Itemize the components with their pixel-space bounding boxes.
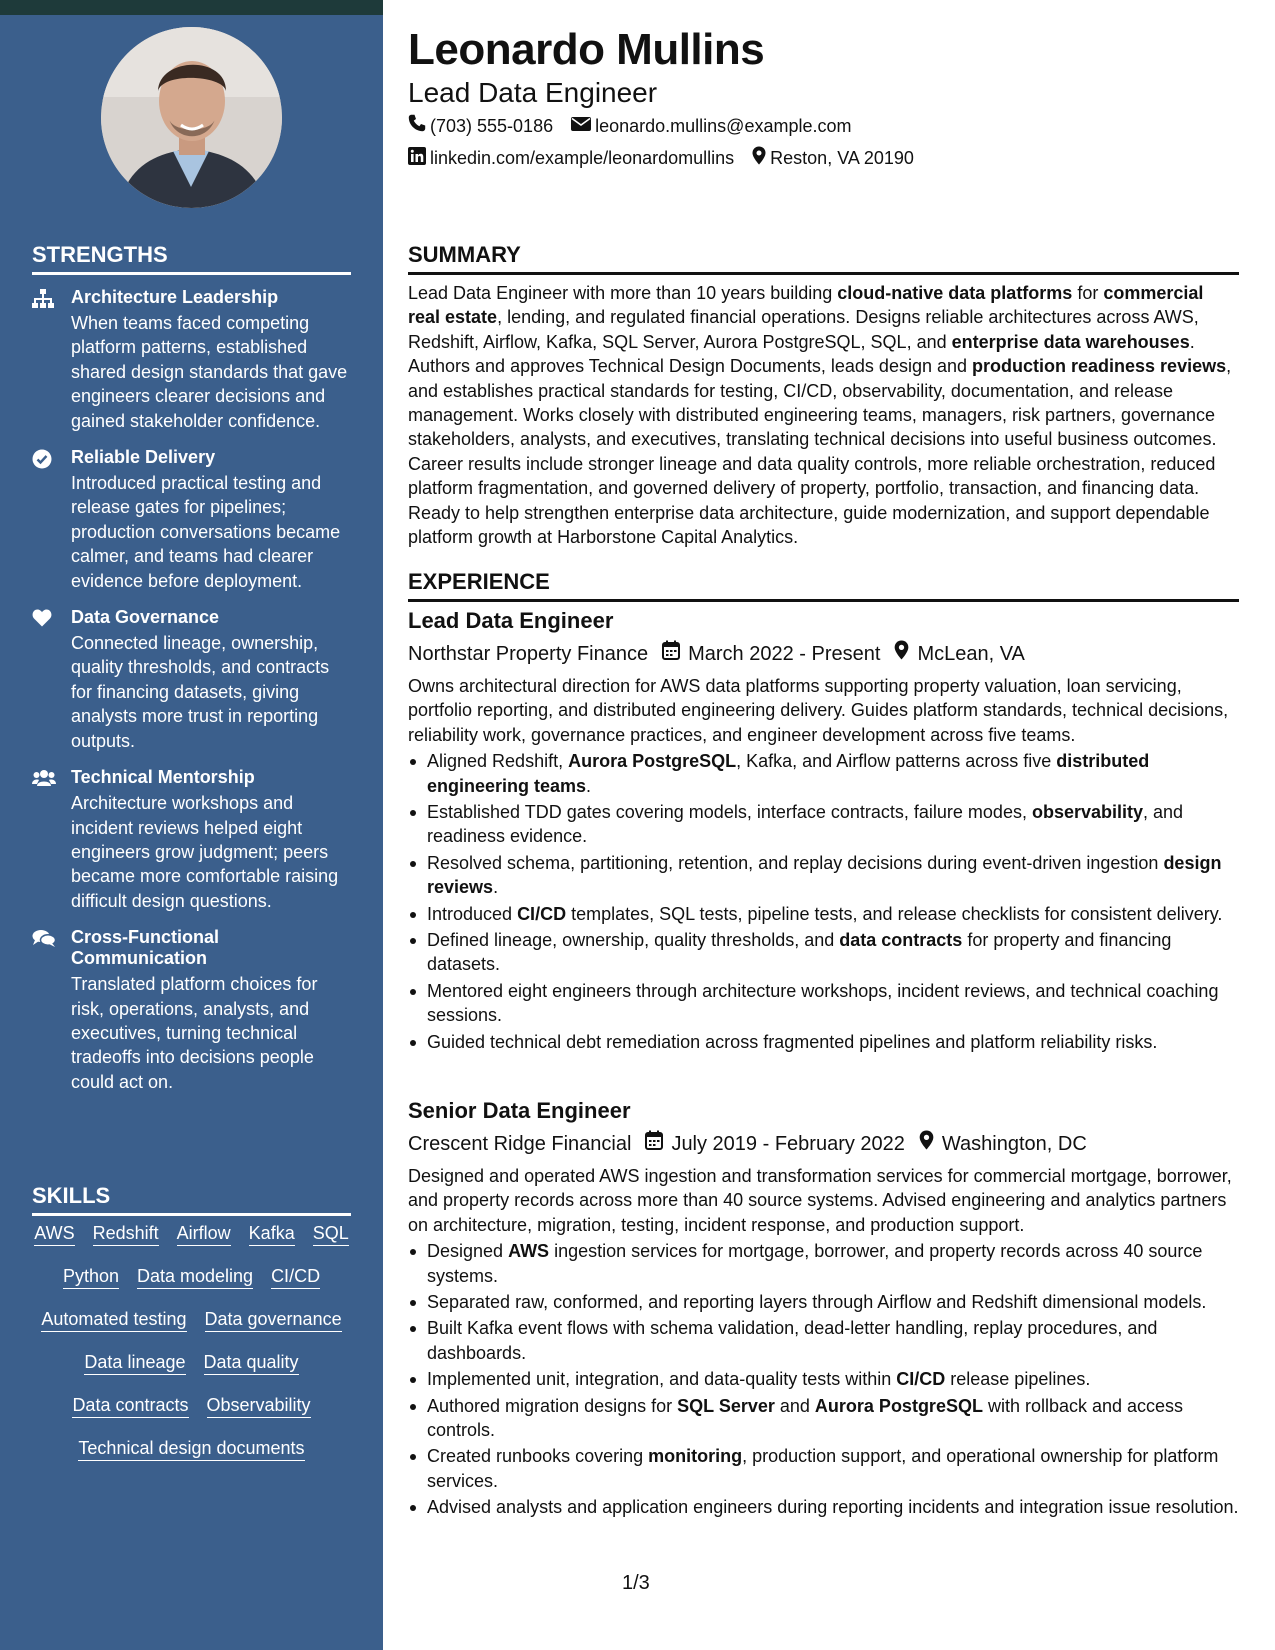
skill-tag: Data modeling [137, 1265, 253, 1289]
strengths-list [32, 287, 352, 1108]
text-run: . [493, 877, 499, 898]
map-marker-icon [752, 146, 770, 170]
job-bullets [408, 749, 1239, 1054]
skill-tag: Observability [207, 1394, 311, 1418]
strength-title: Cross-Functional Communication [71, 927, 220, 969]
bold-text: distributed engineering teams [427, 751, 1150, 796]
contact-linkedin [408, 147, 734, 170]
job-entry [408, 607, 1239, 1056]
skill-tag: Automated testing [41, 1308, 186, 1332]
skill-tag: SQL [313, 1222, 349, 1246]
text-run: Implemented unit, integration, and data-quality tests within [427, 1369, 897, 1390]
job-bullet [408, 902, 1239, 926]
strength-text: When teams faced competing platform patterns, established shared design standards that gave engineers clearer decisions and gained stakeholder confidence. [71, 313, 348, 431]
bold-text: AWS [508, 1241, 550, 1262]
sidebar [0, 0, 383, 1650]
summary-text [408, 281, 1239, 549]
job-location: Washington, DC [941, 1132, 1087, 1155]
skill-tag: AWS [34, 1222, 74, 1246]
skill-tag: Redshift [93, 1222, 159, 1246]
job-role: Senior Data Engineer [408, 1098, 631, 1123]
job-description: Designed and operated AWS ingestion and transformation services for commercial mortgage, borrower, and property records across more than 40 source systems. Advised engineering and analytics partners on architecture, migration, testing, incident response, and production support. [408, 1166, 1232, 1235]
strength-text: Connected lineage, ownership, quality thresholds, and contracts for financing datasets, giving analysts more trust in reporting outputs. [71, 633, 330, 751]
text-run: , and readiness evidence. [427, 802, 1184, 847]
text-run: Mentored eight engineers through architecture workshops, incident reviews, and technical coaching sessions. [427, 980, 1219, 1026]
job-meta [408, 1130, 1239, 1157]
sitemap-icon [32, 287, 71, 433]
phone-icon [408, 114, 430, 137]
page-number: 1/3 [622, 1572, 650, 1594]
bold-text: Aurora PostgreSQL [814, 1395, 983, 1416]
heart-icon [32, 607, 71, 753]
strength-item [32, 287, 352, 433]
bold-text: CI/CD [517, 903, 567, 924]
strength-title: Technical Mentorship [71, 767, 255, 788]
job-bullet [408, 1239, 1239, 1288]
text-run: . [586, 775, 592, 796]
text-run: Separated raw, conformed, and reporting layers through Airflow and Redshift dimensional models. [427, 1292, 1207, 1313]
candidate-name: Leonardo Mullins [408, 25, 765, 74]
skill-tag: Data quality [204, 1351, 299, 1375]
text-run: , and establishes practical standards for testing, CI/CD, observability, documentation, and release management. Works closely with distributed engineering teams, managers, risk partners, governance stakeholders, analysts, and executives, translating technical decisions into useful business outcomes. Career results include stronger lineage and data quality controls, more reliable orchestration, reduced platform fragmentation, and governed delivery of property, portfolio, transaction, and financing data. Ready to help strengthen enterprise data architecture, guide modernization, and support dependable platform growth at Harborstone Capital Analytics. [408, 356, 1232, 548]
bold-text: SQL Server [677, 1395, 775, 1416]
skill-tag: Data lineage [84, 1351, 185, 1375]
strength-title: Reliable Delivery [71, 447, 216, 468]
job-location: McLean, VA [917, 642, 1025, 665]
job-bullet [408, 1316, 1239, 1365]
job-bullet [408, 928, 1239, 977]
skills-title: SKILLS [32, 1184, 351, 1216]
job-meta [408, 640, 1239, 667]
bold-text: Aurora PostgreSQL [568, 751, 737, 772]
skill-tag: CI/CD [271, 1265, 320, 1289]
text-run: release pipelines. [945, 1369, 1091, 1390]
job-description: Owns architectural direction for AWS data platforms supporting property valuation, loan servicing, portfolio reporting, and distributed engineering delivery. Guides platform standards, technical decisions, reliability work, governance practices, and engineer development across five teams. [408, 676, 1229, 745]
location-text: Reston, VA 20190 [770, 148, 914, 168]
skill-tag: Airflow [177, 1222, 231, 1246]
text-run: and [774, 1395, 815, 1416]
text-run: , production support, and operational ownership for platform services. [427, 1446, 1219, 1491]
calendar-icon [645, 1130, 671, 1157]
sidebar-top-bar [0, 0, 383, 15]
text-run: Lead Data Engineer with more than 10 years building [408, 283, 838, 303]
skill-tag: Kafka [249, 1222, 295, 1246]
bold-text: enterprise data warehouses [951, 331, 1190, 352]
skill-tag: Technical design documents [78, 1437, 304, 1461]
text-run: for property and financing datasets. [427, 930, 1172, 975]
avatar [101, 27, 282, 208]
text-run: Built Kafka event flows with schema validation, dead-letter handling, replay procedures, and dashboards. [427, 1318, 1158, 1363]
candidate-title: Lead Data Engineer [408, 77, 658, 108]
job-bullets [408, 1239, 1239, 1519]
bold-text: cloud-native data platforms [837, 283, 1073, 303]
linkedin-link[interactable]: linkedin.com/example/leonardomullins [430, 148, 735, 168]
job-bullet [408, 851, 1239, 900]
text-run: Established TDD gates covering models, interface contracts, failure modes, [427, 802, 1032, 823]
job-bullet [408, 800, 1239, 849]
text-run: . Authors and approves Technical Design Documents, leads design and [408, 331, 1195, 377]
job-dates: March 2022 - Present [688, 642, 881, 665]
job-bullet [408, 1495, 1239, 1519]
strength-item [32, 927, 352, 1094]
strength-item [32, 607, 352, 753]
contact-row [408, 114, 869, 137]
users-icon [32, 767, 71, 913]
job-bullet [408, 1290, 1239, 1314]
summary-title: SUMMARY [408, 243, 1239, 275]
strength-text: Architecture workshops and incident reviews helped eight engineers grow judgment; peers became more comfortable raising difficult design questions. [71, 793, 339, 911]
text-run: for [1072, 283, 1104, 303]
text-run: Created runbooks covering [427, 1446, 649, 1467]
company-name: Crescent Ridge Financial [408, 1132, 632, 1155]
comments-icon [32, 927, 71, 1094]
job-dates: July 2019 - February 2022 [671, 1132, 905, 1155]
bold-text: observability [1031, 802, 1143, 823]
text-run: , lending, and regulated financial operations. Designs reliable architectures across AWS, Redshift, Airflow, Kafka, SQL Server, Aurora PostgreSQL, SQL, and [408, 307, 1199, 352]
strength-item [32, 447, 352, 593]
strength-item [32, 767, 352, 913]
skill-tag: Python [63, 1265, 119, 1289]
contact-row [408, 146, 932, 170]
company-name: Northstar Property Finance [408, 642, 649, 665]
text-run: Aligned Redshift, [427, 751, 569, 772]
skill-tag: Data governance [205, 1308, 342, 1332]
strength-title: Data Governance [71, 607, 220, 628]
bold-text: monitoring [648, 1446, 743, 1467]
map-marker-icon [894, 640, 917, 667]
skill-tag: Data contracts [72, 1394, 188, 1418]
email-link[interactable]: leonardo.mullins@example.com [595, 115, 852, 136]
bold-text: commercial real estate [408, 283, 1204, 328]
text-run: Designed [427, 1241, 509, 1262]
text-run: with rollback and access controls. [427, 1395, 1184, 1441]
bold-text: design reviews [427, 852, 1222, 898]
text-run: Advised analysts and application engineers during reporting incidents and integration issue resolution. [427, 1497, 1239, 1518]
job-bullet [408, 979, 1239, 1028]
text-run: Introduced [427, 903, 518, 924]
check-circle-icon [32, 447, 71, 593]
text-run: templates, SQL tests, pipeline tests, and release checklists for consistent delivery. [566, 903, 1223, 924]
text-run: Resolved schema, partitioning, retention, and replay decisions during event-driven ingestion [427, 852, 1164, 873]
job-bullet [408, 749, 1239, 798]
map-marker-icon [919, 1130, 942, 1157]
calendar-icon [662, 640, 688, 667]
linkedin-icon [408, 147, 430, 170]
bold-text: data contracts [839, 930, 963, 951]
text-run: Defined lineage, ownership, quality thresholds, and [427, 930, 840, 951]
skills-list [32, 1222, 351, 1461]
strength-text: Translated platform choices for risk, operations, analysts, and executives, turning technical tradeoffs into decisions people could act on. [71, 974, 318, 1092]
phone-text[interactable]: (703) 555-0186 [430, 115, 554, 136]
text-run: Authored migration designs for [427, 1395, 678, 1416]
contact-location [752, 146, 914, 170]
strength-title: Architecture Leadership [71, 287, 279, 307]
strengths-title: STRENGTHS [32, 243, 351, 275]
experience-title: EXPERIENCE [408, 570, 1239, 602]
envelope-icon [571, 115, 595, 137]
job-bullet [408, 1444, 1239, 1493]
job-role: Lead Data Engineer [408, 608, 614, 633]
job-bullet [408, 1367, 1239, 1391]
contact-email [571, 115, 851, 137]
contact-phone [408, 114, 553, 137]
text-run: , Kafka, and Airflow patterns across five [736, 751, 1057, 772]
text-run: Guided technical debt remediation across fragmented pipelines and platform reliability risks. [427, 1031, 1158, 1052]
bold-text: production readiness reviews [972, 356, 1227, 377]
job-bullet [408, 1394, 1239, 1443]
text-run: ingestion services for mortgage, borrower, and property records across 40 source systems. [427, 1241, 1203, 1286]
job-bullet [408, 1030, 1239, 1054]
bold-text: CI/CD [896, 1369, 946, 1390]
job-entry [408, 1097, 1239, 1522]
strength-text: Introduced practical testing and release gates for pipelines; production conversations became calmer, and teams had clearer evidence before deployment. [71, 473, 341, 591]
